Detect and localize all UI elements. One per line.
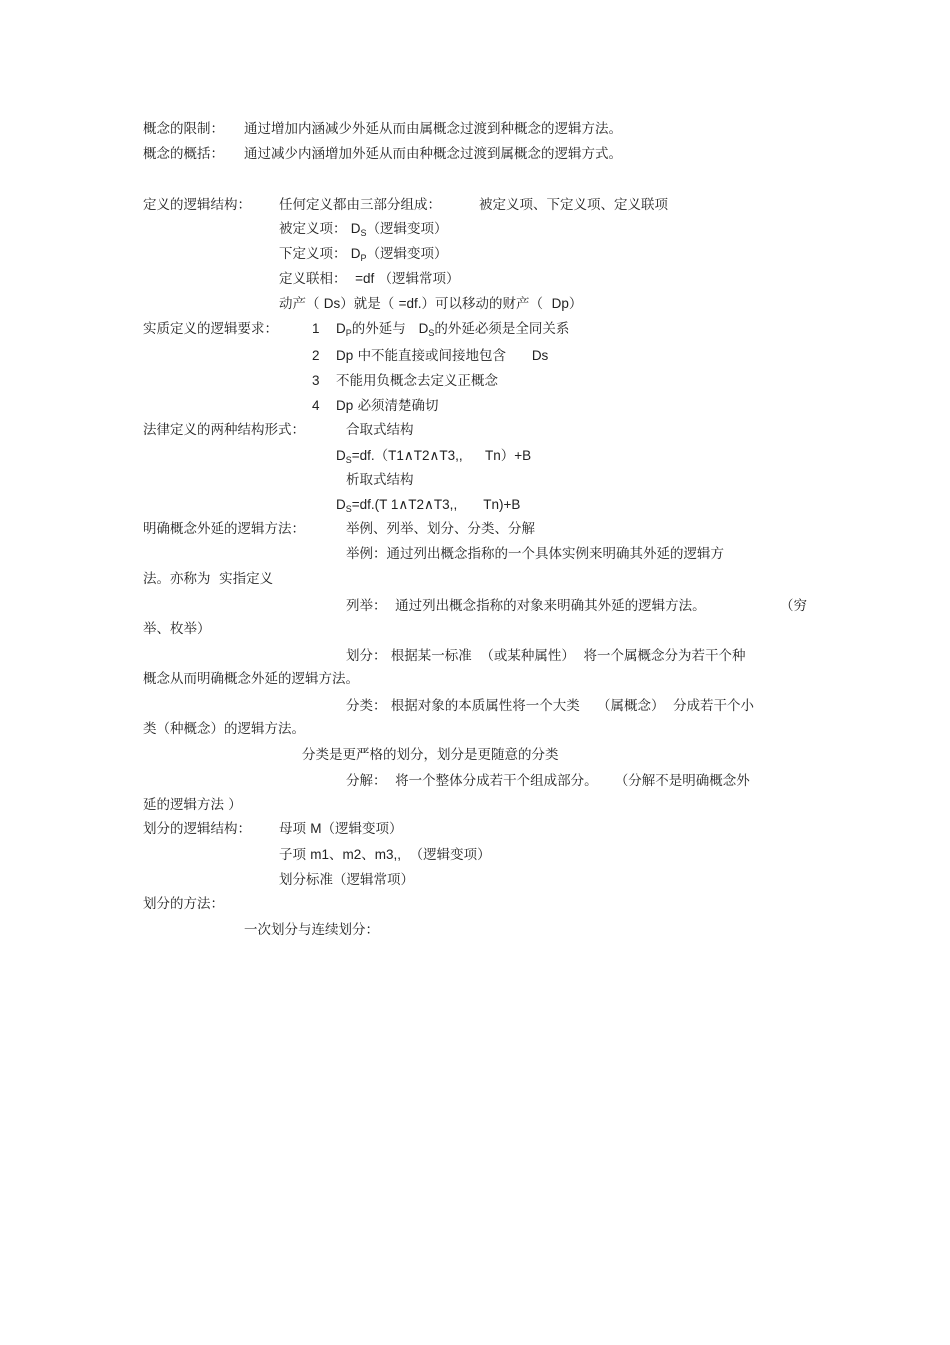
- division-criterion-line: 划分标准（逻辑常项）: [279, 872, 414, 888]
- conjunctive-structure-label: 合取式结构: [346, 422, 414, 438]
- example-method: 举例：通过列出概念指称的一个具体实例来明确其外延的逻辑方: [346, 546, 724, 562]
- extension-methods-heading: 明确概念外延的逻辑方法：: [143, 521, 305, 537]
- classification-vs-division: 分类是更严格的划分，划分是更随意的分类: [302, 747, 559, 763]
- extension-methods-list: 举例、列举、划分、分类、分解: [346, 521, 535, 537]
- division-method-cont: 概念从而明确概念外延的逻辑方法。: [143, 671, 359, 687]
- movable-property-example: 动产（ Ds）就是（ =df.）可以移动的财产（ Dp）: [279, 296, 583, 312]
- definiens-line: 下定义项： $D_P$（逻辑变项）: [279, 246, 448, 263]
- requirement-number-4: 4: [312, 398, 320, 413]
- decomposition-method-cont: 延的逻辑方法 ）: [143, 797, 242, 813]
- requirement-3: 不能用负概念去定义正概念: [336, 373, 498, 389]
- classification-method: 分类： 根据对象的本质属性将一个大类 （属概念） 分成若干个小: [346, 698, 755, 714]
- division-methods-heading: 划分的方法：: [143, 896, 224, 912]
- restriction-term: 概念的限制：: [143, 121, 224, 137]
- single-continuous-division: 一次划分与连续划分：: [244, 922, 379, 938]
- requirement-2: Dp 中不能直接或间接地包含 Ds: [336, 348, 549, 364]
- connective-line: 定义联相： =df （逻辑常项）: [279, 271, 460, 287]
- disjunctive-formula: $D_S=df.(T$ 1∧T2∧T3,, Tn)+B: [336, 497, 521, 514]
- division-structure-heading: 划分的逻辑结构：: [143, 821, 251, 837]
- restriction-definition: 通过增加内涵减少外延从而由属概念过渡到种概念的逻辑方法。: [244, 121, 622, 137]
- essential-definition-heading: 实质定义的逻辑要求：: [143, 321, 278, 337]
- enumeration-note-cont: 举、枚举）: [143, 621, 211, 637]
- division-method: 划分： 根据某一标准 （或某种属性） 将一个属概念分为若干个种: [346, 648, 746, 664]
- legal-definition-heading: 法律定义的两种结构形式：: [143, 422, 305, 438]
- decomposition-method: 分解： 将一个整体分成若干个组成部分。 （分解不是明确概念外: [346, 773, 750, 789]
- requirement-number-3: 3: [312, 373, 320, 388]
- requirement-number-2: 2: [312, 348, 320, 363]
- generalization-definition: 通过减少内涵增加外延从而由种概念过渡到属概念的逻辑方式。: [244, 146, 622, 162]
- subitems-line: 子项 m1、m2、m3,, （逻辑变项）: [279, 847, 491, 863]
- definition-structure-parts: 被定义项、下定义项、定义联项: [479, 197, 668, 213]
- classification-method-cont: 类（种概念）的逻辑方法。: [143, 721, 305, 737]
- requirement-4: Dp 必须清楚确切: [336, 398, 439, 414]
- definition-structure-heading: 定义的逻辑结构：: [143, 197, 251, 213]
- enumeration-method: 列举： 通过列出概念指称的对象来明确其外延的逻辑方法。: [346, 598, 706, 614]
- enumeration-note: （穷: [780, 598, 807, 614]
- disjunctive-structure-label: 析取式结构: [346, 472, 414, 488]
- generalization-term: 概念的概括：: [143, 146, 224, 162]
- conjunctive-formula: $D_S=df.(T1\wedge T2\wedge T3$,, Tn）+B: [336, 448, 532, 465]
- definiendum-line: 被定义项： $D_S$（逻辑变项）: [279, 221, 448, 238]
- requirement-1: $D_P$的外延与 $D_S$的外延必须是全同关系: [336, 321, 570, 338]
- requirement-number-1: 1: [312, 321, 320, 336]
- genus-line: 母项 M（逻辑变项）: [279, 821, 403, 837]
- example-method-cont: 法。亦称为 实指定义: [143, 571, 274, 587]
- definition-structure-intro: 任何定义都由三部分组成：: [279, 197, 441, 213]
